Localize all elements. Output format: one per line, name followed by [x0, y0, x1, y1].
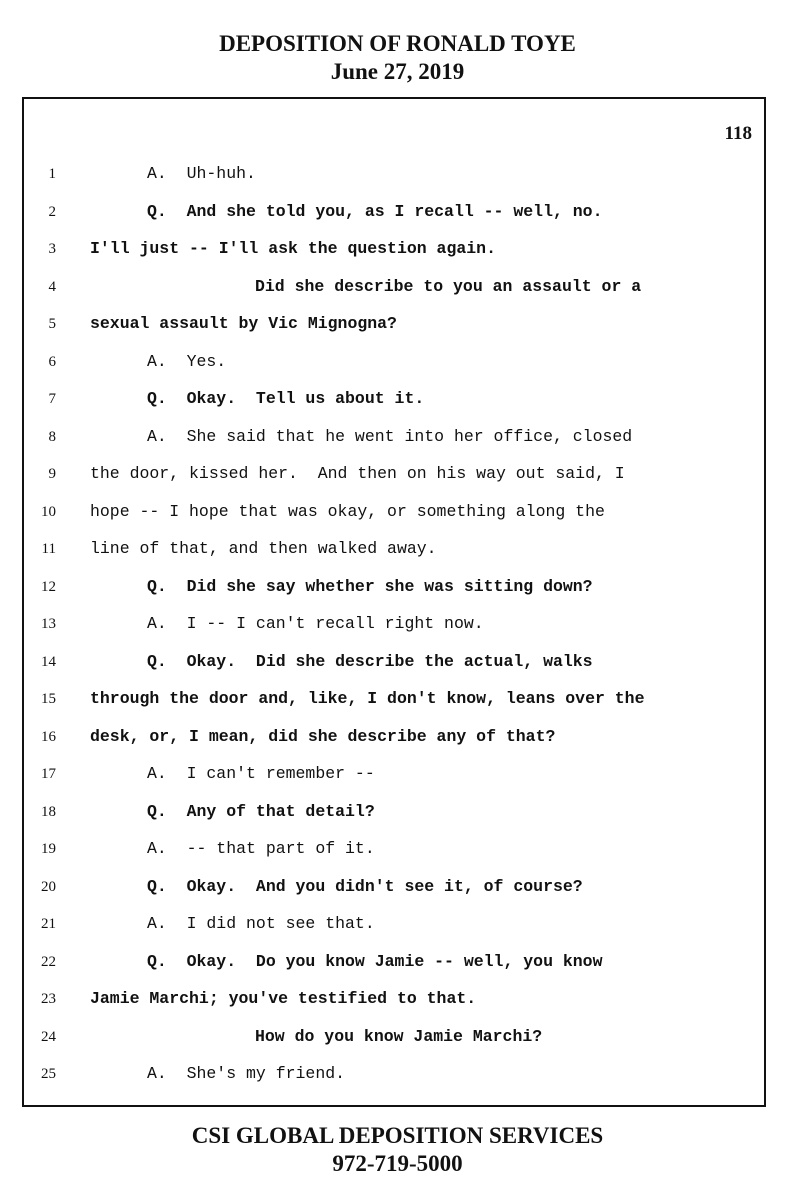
- line-text: Q. Okay. And you didn't see it, of course?: [147, 876, 583, 896]
- line-text: the door, kissed her. And then on his way out said, I: [90, 464, 625, 483]
- line-number: 7: [48, 391, 56, 407]
- line-text: A. Uh-huh.: [147, 164, 256, 183]
- line-text: line of that, and then walked away.: [90, 539, 437, 558]
- line-text: A. I can't remember --: [147, 764, 375, 783]
- line-text: through the door and, like, I don't know, leans over the: [90, 689, 645, 708]
- line-text: A. She's my friend.: [147, 1064, 346, 1083]
- transcript-line: [24, 1063, 764, 1100]
- line-text: How do you know Jamie Marchi?: [255, 1026, 543, 1046]
- line-text: A. Yes.: [147, 351, 227, 371]
- transcript-line: [24, 463, 764, 500]
- line-text: hope -- I hope that was okay, or something along the: [90, 501, 605, 521]
- company-phone: 972-719-5000: [332, 1151, 463, 1176]
- line-text: A. I did not see that.: [147, 914, 375, 933]
- line-number: 24: [41, 1028, 56, 1045]
- transcript-line: [24, 651, 764, 688]
- transcript-line: [24, 801, 764, 838]
- transcript-line: [24, 1026, 764, 1063]
- company-name: CSI GLOBAL DEPOSITION SERVICES: [191, 1123, 604, 1148]
- line-text: Q. And she told you, as I recall -- well, no.: [147, 201, 603, 221]
- transcript-line: [24, 913, 764, 950]
- transcript-line: [24, 538, 764, 575]
- line-number: 8: [48, 428, 56, 445]
- transcript-line: [24, 388, 764, 425]
- line-number: 5: [48, 316, 56, 332]
- line-text: Q. Okay. Tell us about it.: [147, 389, 425, 408]
- deposition-title: DEPOSITION OF RONALD TOYE: [219, 31, 576, 56]
- transcript-line: [24, 876, 764, 913]
- line-number: 10: [41, 503, 56, 520]
- line-text: sexual assault by Vic Mignogna?: [90, 314, 397, 333]
- transcript-line: [24, 238, 764, 275]
- line-number: 15: [41, 691, 56, 707]
- page-number: 118: [724, 123, 752, 144]
- transcript-frame: [22, 97, 766, 1107]
- line-text: A. I -- I can't recall right now.: [147, 614, 484, 633]
- line-number: 23: [41, 991, 56, 1007]
- transcript-line: [24, 163, 764, 200]
- line-text: Did she describe to you an assault or a: [255, 276, 642, 296]
- transcript-line: [24, 501, 764, 538]
- line-text: A. -- that part of it.: [147, 839, 375, 858]
- line-text: Q. Okay. Do you know Jamie -- well, you know: [147, 951, 603, 971]
- line-number: 3: [48, 241, 56, 257]
- transcript-line: [24, 838, 764, 875]
- line-number: 4: [48, 278, 56, 295]
- deposition-date: June 27, 2019: [330, 59, 465, 84]
- line-number: 1: [48, 166, 56, 182]
- line-text: Q. Okay. Did she describe the actual, walks: [147, 651, 593, 671]
- line-text: Q. Did she say whether she was sitting down?: [147, 576, 593, 596]
- transcript-line: [24, 951, 764, 988]
- transcript-line: [24, 426, 764, 463]
- line-text: desk, or, I mean, did she describe any of that?: [90, 726, 556, 746]
- line-number: 13: [41, 616, 56, 632]
- line-number: 11: [41, 541, 56, 557]
- line-number: 16: [41, 728, 56, 745]
- transcript-line: [24, 201, 764, 238]
- line-number: 21: [41, 916, 56, 932]
- line-number: 18: [41, 803, 56, 820]
- page-header: [0, 30, 795, 86]
- line-number: 12: [41, 578, 56, 595]
- line-number: 9: [48, 466, 56, 482]
- line-text: Jamie Marchi; you've testified to that.: [90, 989, 477, 1008]
- transcript-line: [24, 313, 764, 350]
- line-number: 14: [41, 653, 56, 670]
- transcript-line: [24, 763, 764, 800]
- transcript-line: [24, 351, 764, 388]
- line-number: 6: [48, 353, 56, 370]
- line-text: I'll just -- I'll ask the question again.: [90, 239, 496, 258]
- transcript-line: [24, 988, 764, 1025]
- line-number: 25: [41, 1066, 56, 1082]
- transcript-line: [24, 276, 764, 313]
- line-number: 17: [41, 766, 56, 782]
- line-text: Q. Any of that detail?: [147, 801, 375, 821]
- line-number: 2: [48, 203, 56, 220]
- transcript-line: [24, 726, 764, 763]
- line-number: 19: [41, 841, 56, 857]
- page-footer: [0, 1122, 795, 1178]
- transcript-line: [24, 613, 764, 650]
- line-text: A. She said that he went into her office, closed: [147, 426, 633, 446]
- line-number: 22: [41, 953, 56, 970]
- line-number: 20: [41, 878, 56, 895]
- transcript-line: [24, 576, 764, 613]
- transcript-line: [24, 688, 764, 725]
